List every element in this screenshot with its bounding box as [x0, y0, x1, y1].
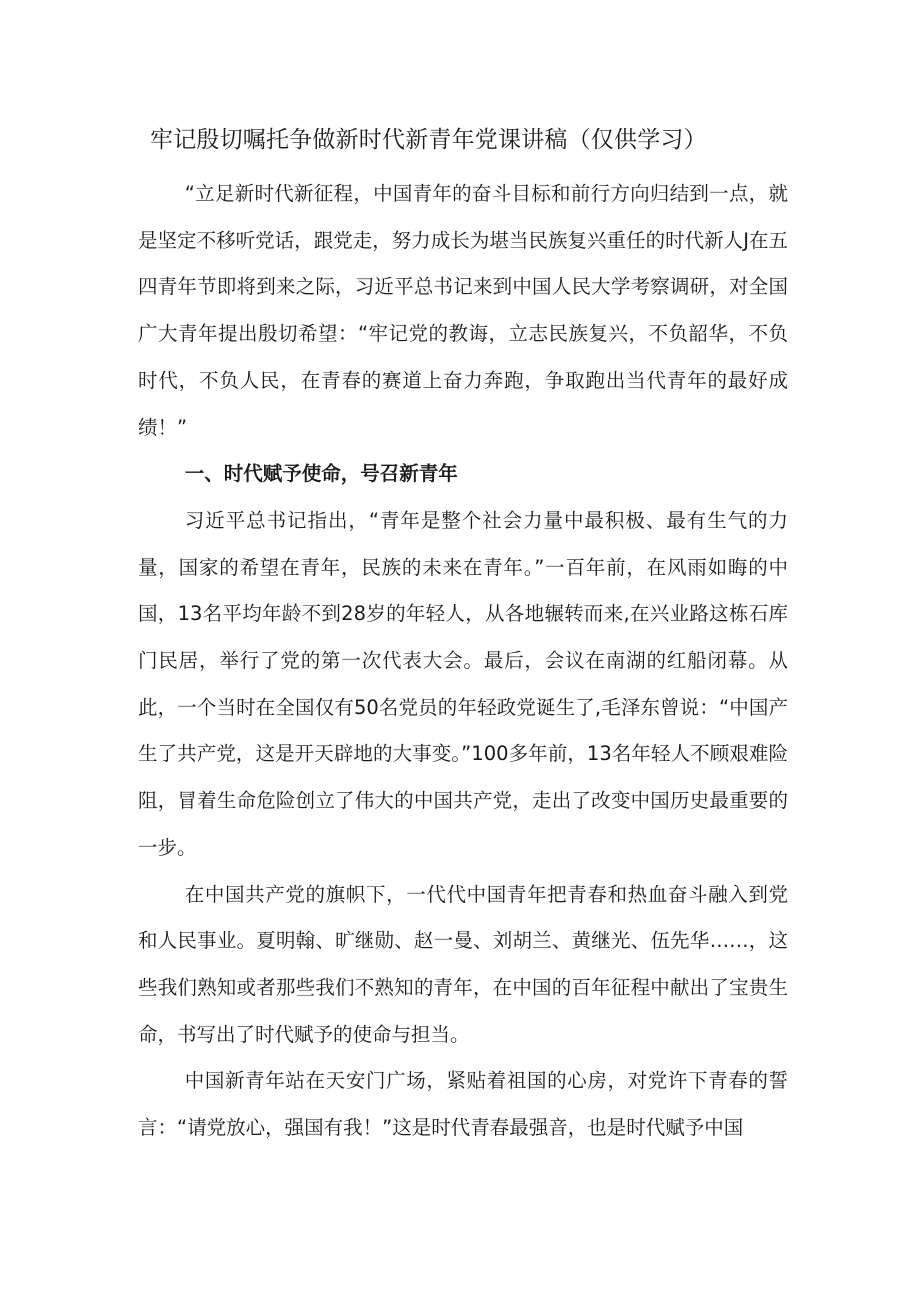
paragraph-pledge: 中国新青年站在天安门广场，紧贴着祖国的心房，对党许下青春的誓言：“请党放心，强国有我！”这是时代青春最强音，也是时代赋予中国 [138, 1069, 788, 1140]
paragraph-intro: “立足新时代新征程，中国青年的奋斗目标和前行方向归结到一点，就是坚定不移听党话，跟党走，努力成长为堪当民族复兴重任的时代新人J在五四青年节即将到来之际，习近平总书记来到中国人民大学考察调研，对全国广大青年提出殷切希望：“牢记党的教诲，立志民族复兴，不负韶华，不负时代，不负人民，在青春的赛道上奋力奔跑，争取跑出当代青年的最好成绩！” [138, 182, 788, 439]
paragraph-martyrs: 在中国共产党的旗帜下，一代代中国青年把青春和热血奋斗融入到党和人民事业。夏明翰、旷继勋、赵一曼、刘胡兰、黄继光、伍先华……，这些我们熟知或者那些我们不熟知的青年，在中国的百年征程中献出了宝贵生命，书写出了时代赋予的使命与担当。 [138, 882, 788, 1046]
section-heading: 一、时代赋予使命，号召新青年 [184, 462, 458, 486]
document-title: 牢记殷切嘱托争做新时代新青年党课讲稿（仅供学习） [150, 127, 707, 153]
paragraph-history: 习近平总书记指出，“青年是整个社会力量中最积极、最有生气的力量，国家的希望在青年，民族的未来在青年。”一百年前，在风雨如晦的中国，13名平均年龄不到28岁的年轻人，从各地辗转而来,在兴业路这栋石库门民居，举行了党的第一次代表大会。最后，会议在南湖的红船闭幕。从此，一个当时在全国仅有50名党员的年轻政党诞生了,毛泽东曾说：“中国产生了共产党，这是开天辟地的大事变。”100多年前，13名年轻人不顾艰难险阻，冒着生命危险创立了伟大的中国共产党，走出了改变中国历史最重要的一步。 [138, 508, 788, 859]
document-body [138, 171, 788, 1152]
